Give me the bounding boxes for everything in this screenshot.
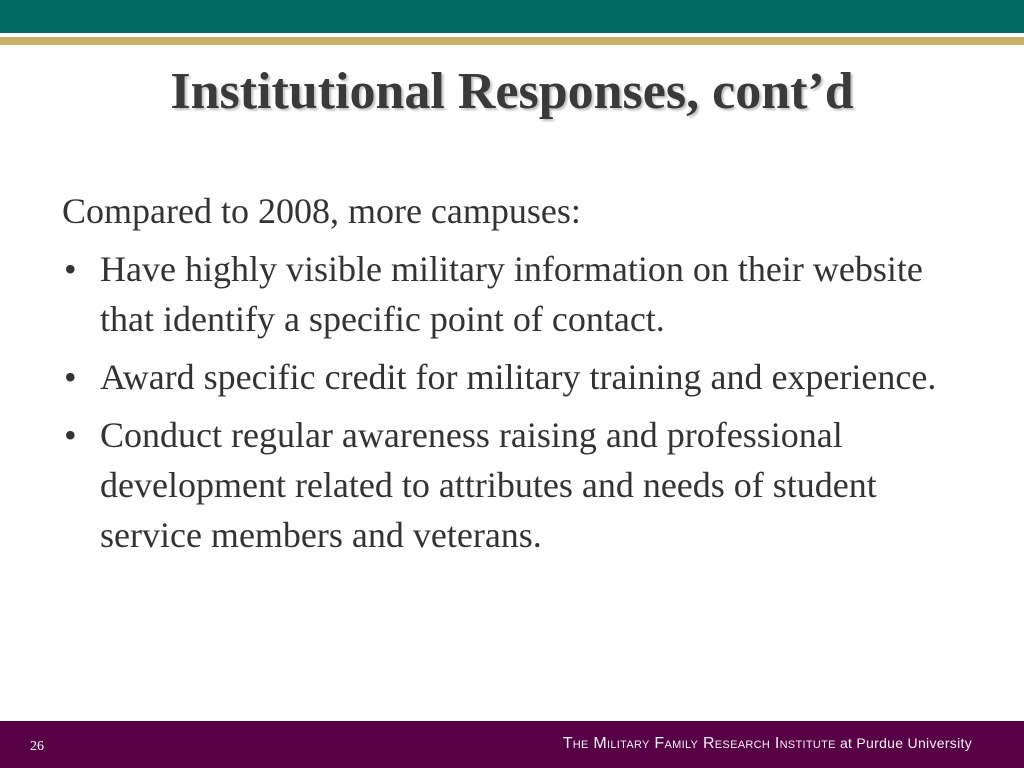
footer-band — [0, 721, 1024, 768]
bullet-list — [62, 244, 972, 560]
bullet-text: Have highly visible military information on their website that identify a specific point of contact. — [100, 249, 923, 339]
bullet-text: Award specific credit for military training and experience. — [100, 357, 937, 397]
top-teal-band — [0, 0, 1024, 33]
bullet-item — [62, 352, 972, 402]
slide-title: Institutional Responses, cont’d — [170, 63, 854, 120]
bullet-text: Conduct regular awareness raising and professional development related to attributes and needs of student service members and veterans. — [100, 415, 877, 555]
footer-brand-suffix: at Purdue University — [835, 735, 972, 751]
bullet-item — [62, 410, 972, 560]
top-gold-rule — [0, 37, 1024, 45]
bullet-dot-icon: • — [64, 249, 77, 289]
bullet-dot-icon: • — [64, 357, 77, 397]
footer-brand — [563, 735, 972, 753]
page-number: 26 — [30, 739, 44, 754]
footer-brand-main: The Military Family Research Institute — [562, 735, 836, 752]
bullet-dot-icon: • — [64, 415, 77, 455]
slide-body — [62, 186, 972, 560]
intro-line: Compared to 2008, more campuses: — [62, 191, 581, 231]
bullet-item — [62, 244, 972, 344]
